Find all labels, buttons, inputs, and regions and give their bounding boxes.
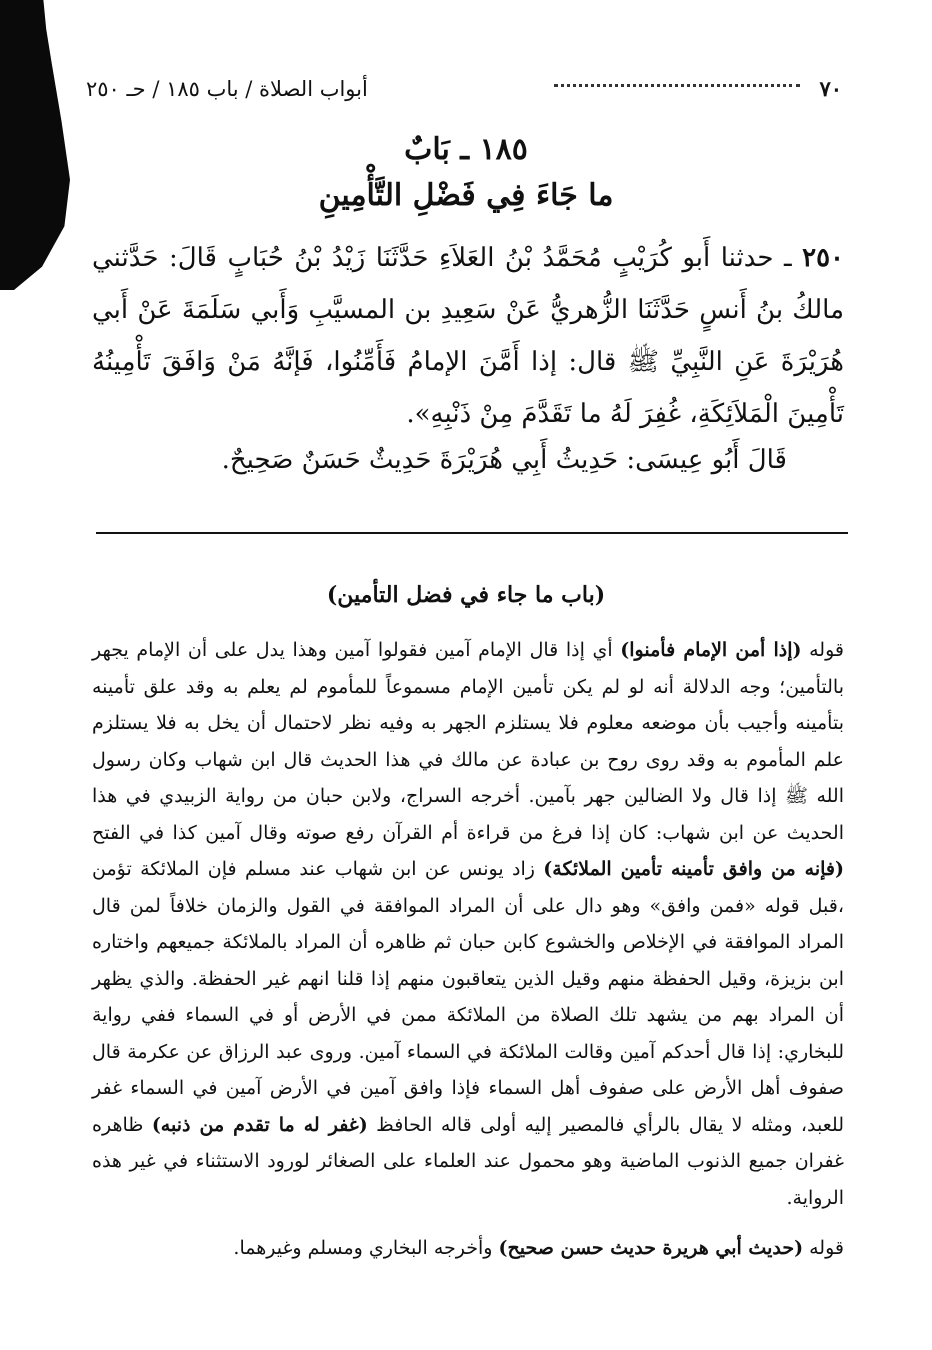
commentary-quote: (غفر له ما تقدم من ذنبه) bbox=[151, 1113, 368, 1136]
commentary-quote: (إذا أمن الإمام فأمنوا) bbox=[620, 639, 802, 661]
chapter-number: ١٨٥ ـ بَابٌ bbox=[404, 132, 528, 167]
commentary-intro: قوله bbox=[809, 639, 844, 661]
commentary-quote: (حديث أبي هريرة حديث حسن صحيح) bbox=[498, 1237, 804, 1259]
commentary-body: ظاهره غفران جميع الذنوب الماضية وهو محمول عند العلماء على الصغائر لورود الاستثناء في غير هذه الرواية. bbox=[92, 1113, 844, 1209]
commentary-paragraph bbox=[92, 632, 844, 1216]
commentary-body: زاد يونس عن ابن شهاب عند مسلم فإن الملائكة تؤمن ،قبل قوله «فمن وافق» وهو دال على أن المراد الموافقة في القول والزمان خلافاً لمن قال المراد الموافقة في الإخلاص والخشوع كابن حبان ثم ظاهره أن المراد بالملائكة جميعهم واختاره ابن بزيزة، وقيل الحفظة منهم وقيل الذين يتعاقبون منهم إذا قلنا انهم غير الحفظة. والذي يظهر أن المراد بهم من يشهد تلك الصلاة من الملائكة ممن في الأرض أو في السماء ففي رواية للبخاري: إذا قال أحدكم آمين وقالت الملائكة في السماء آمين. وروى عبد الرزاق عن عكرمة قال صفوف أهل الأرض على صفوف أهل السماء فإذا وافق آمين في الأرض آمين في السماء غفر للعبد، ومثله لا يقال بالرأي فالمصير إليه أولى قاله الحافظ bbox=[92, 858, 844, 1136]
chapter-title: ما جَاءَ فِي فَضْلِ التَّأْمِينِ bbox=[318, 178, 614, 213]
hadith-verdict: قَالَ أَبُو عِيسَى: حَدِيثُ أَبِي هُرَيْرَةَ حَدِيثٌ حَسَنٌ صَحِيحٌ. bbox=[221, 445, 787, 475]
leader-dots bbox=[554, 84, 800, 87]
page-number: ٧٠ bbox=[819, 76, 842, 101]
commentary-text bbox=[92, 632, 844, 1267]
commentary-intro: قوله bbox=[809, 1237, 844, 1259]
commentary-quote: (فإنه من وافق تأمينه تأمين الملائكة) bbox=[543, 858, 845, 880]
commentary-body: أي إذا قال الإمام آمين فقولوا آمين وهذا يدل على أن الإمام يجهر بالتأمين؛ وجه الدلالة أنه لو لم يكن تأمين الإمام مسموعاً للمأموم لم يعلم به وقد علق تأمينه بتأمينه وأجيب بأن موضعه معلوم فلا يستلزم الجهر به وفيه نظر لاحتمال أن يخل به فلا يستلزم علم المأموم به وقد روى روح بن عبادة عن مالك في هذا الحديث قال ابن شهاب وكان رسول الله ﷺ إذا قال ولا الضالين جهر بآمين. أخرجه السراج، ولابن حبان من رواية الزبيدي في هذا الحديث عن ابن شهاب: كان إذا فرغ من قراءة أم القرآن رفع صوته وقال آمين كذا في الفتح bbox=[92, 639, 844, 844]
commentary-body: وأخرجه البخاري ومسلم وغيرهما. bbox=[233, 1237, 493, 1259]
commentary-paragraph bbox=[92, 1230, 844, 1267]
running-header bbox=[86, 72, 842, 106]
header-context: أبواب الصلاة / باب ١٨٥ / حـ ٢٥٠ bbox=[86, 77, 368, 101]
section-divider bbox=[96, 532, 848, 534]
commentary-heading: (باب ما جاء في فضل التأمين) bbox=[326, 582, 606, 608]
hadith-body: ـ حدثنا أَبو كُرَيْبٍ مُحَمَّدُ بْنُ العَلاَءِ حَدَّثَنَا زَيْدُ بْنُ حُبَابٍ قَالَ: حَدَّثني مالكُ بنُ أَنسٍ حَدَّثَنَا الزُّهريُّ عَنْ سَعِيدِ بن المسيَّبِ وَأَبي سَلَمَةَ عَنْ أَبي هُرَيْرَةَ عَنِ النَّبِيِّ ﷺ قال: إذا أَمَّنَ الإمامُ فَأَمِّنُوا، فَإنَّهُ مَنْ وَافَقَ تَأْمِينُهُ تَأْمِينَ الْمَلاَئِكَةِ، غُفِرَ لَهُ ما تَقَدَّمَ مِنْ ذَنْبِهِ». bbox=[92, 243, 844, 429]
hadith-text bbox=[92, 232, 844, 440]
hadith-number: ٢٥٠ bbox=[802, 243, 845, 273]
